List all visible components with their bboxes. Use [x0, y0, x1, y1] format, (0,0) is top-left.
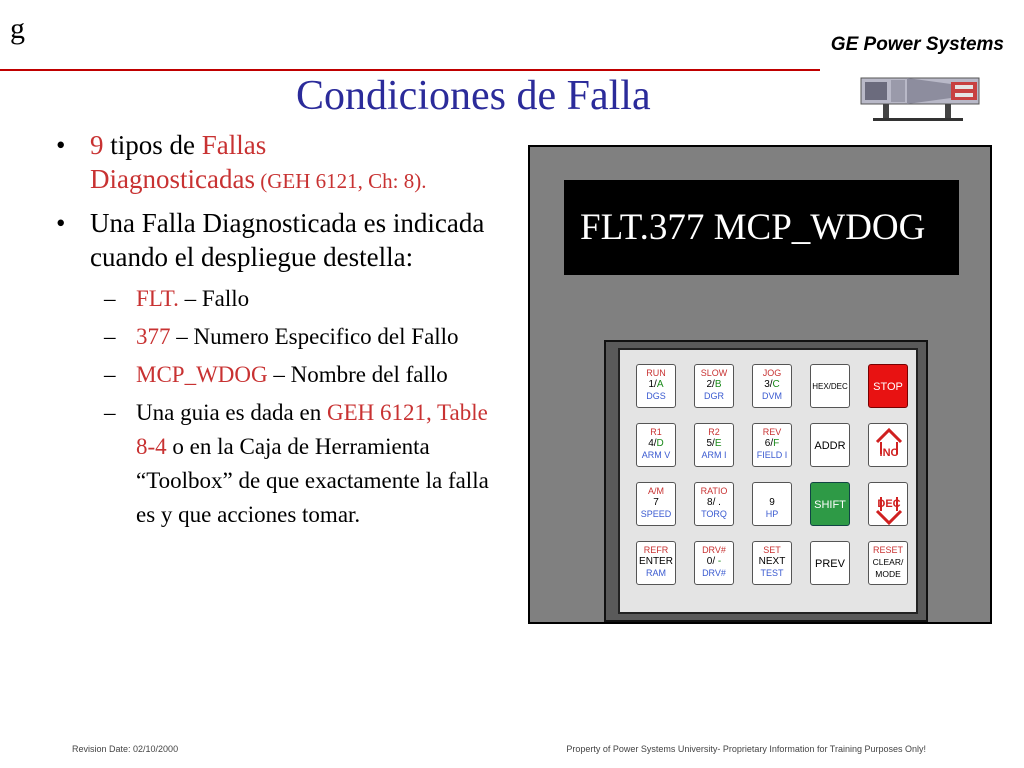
key-top-label: [753, 486, 791, 497]
subbullet-flt: [52, 282, 512, 316]
key-label: 4/D: [648, 438, 664, 449]
key-1[interactable]: [636, 364, 676, 408]
key-alt-label: A: [656, 379, 664, 390]
dash: –: [104, 286, 116, 311]
key-top-label: RESET: [872, 545, 903, 555]
subbullet-text: – Fallo: [178, 286, 250, 311]
key-bottom-label: DGR: [704, 391, 724, 401]
fault-display: FLT.377 MCP_WDOG: [564, 180, 959, 275]
key-label: CLEAR/: [872, 557, 904, 567]
key-top-label: DRV#: [702, 545, 726, 555]
key-prev[interactable]: [810, 541, 850, 585]
key-label: 6/F: [764, 438, 780, 449]
key-bottom-label: RAM: [646, 568, 666, 578]
key-label: 0/ -: [706, 556, 722, 567]
bullet-dot: •: [56, 208, 66, 238]
fallas-word: Fallas: [201, 130, 267, 160]
key-top-label: RATIO: [700, 486, 728, 496]
bullet-text: tipos de: [103, 130, 202, 160]
header-divider: [0, 69, 820, 71]
key-label: ENTER: [639, 556, 673, 567]
key-shift[interactable]: [810, 482, 850, 526]
bullet-fault-types: [52, 128, 512, 198]
key-alt-label: E: [714, 438, 722, 449]
key-label: 3/C: [764, 379, 780, 390]
key-label: 8/ .: [707, 497, 721, 508]
key-top-label: RUN: [646, 368, 666, 378]
key-8[interactable]: [694, 482, 734, 526]
key-top-label: SLOW: [700, 368, 728, 378]
proprietary-notice: Property of Power Systems University- Proprietary Information for Training Purposes Only!: [566, 744, 926, 754]
geh-reference: (GEH 6121, Ch: 8).: [254, 169, 427, 193]
arrow-down-icon: [869, 483, 908, 526]
dash: –: [104, 400, 116, 425]
brand-name: GE Power Systems: [830, 34, 1004, 55]
subbullet-guide: [52, 396, 512, 532]
key-label: 7: [653, 497, 659, 508]
key-5[interactable]: [694, 423, 734, 467]
key-top-label: SET: [763, 545, 781, 555]
key-reset[interactable]: [868, 541, 908, 585]
slide-title: Condiciones de Falla: [296, 73, 651, 119]
bullet-display-flash: [52, 206, 512, 274]
bullet-dot: •: [56, 130, 66, 160]
subbullet-accent: MCP_WDOG: [136, 362, 268, 387]
key-bottom-label: DRV#: [702, 568, 726, 578]
subbullet-text: – Nombre del fallo: [267, 362, 448, 387]
key-label: PREV: [815, 558, 845, 570]
slide-body: [52, 128, 512, 536]
dash: –: [104, 324, 116, 349]
key-4[interactable]: [636, 423, 676, 467]
subbullet-377: [52, 320, 512, 354]
key-dec[interactable]: [868, 482, 908, 526]
key-alt-label: C: [772, 379, 780, 390]
subbullet-pre: Una guia es dada en: [136, 400, 327, 425]
drive-keypad-panel: [528, 145, 992, 624]
key-9[interactable]: [752, 482, 792, 526]
key-top-label: R2: [708, 427, 720, 437]
key-alt-label: -: [715, 556, 722, 567]
diagnosticadas-word: Diagnosticadas: [90, 164, 255, 194]
subbullet-text: – Numero Especifico del Fallo: [170, 324, 459, 349]
key-label: 5/E: [706, 438, 722, 449]
key-alt-label: D: [656, 438, 664, 449]
key-stop[interactable]: [868, 364, 908, 408]
key-2[interactable]: [694, 364, 734, 408]
key-alt-label: B: [714, 379, 722, 390]
subbullet-accent: 377: [136, 324, 171, 349]
key-label: SHIFT: [814, 499, 846, 511]
key-label: MODE: [875, 569, 901, 579]
key-hex-dec[interactable]: [810, 364, 850, 408]
dash: –: [104, 362, 116, 387]
key-bottom-label: TEST: [760, 568, 784, 578]
key-bottom-label: DVM: [762, 391, 782, 401]
bullet-text: Una Falla Diagnosticada es indicada cuando el despliegue destella:: [90, 208, 485, 272]
key-bottom-label: ARM I: [701, 450, 727, 460]
key-label: 9: [769, 497, 775, 508]
key-3[interactable]: [752, 364, 792, 408]
key-top-label: A/M: [647, 486, 664, 496]
key-top-label: REFR: [643, 545, 669, 555]
revision-date: Revision Date: 02/10/2000: [72, 744, 179, 754]
gas-turbine-image: [855, 64, 985, 124]
arrow-up-icon: [869, 424, 908, 467]
key-addr[interactable]: [810, 423, 850, 467]
key-label: HEX/DEC: [812, 382, 848, 391]
key-bottom-label: HP: [765, 509, 779, 519]
key-bottom-label: FIELD I: [756, 450, 788, 460]
keypad-frame: [604, 340, 928, 622]
key-bottom-label: TORQ: [701, 509, 727, 519]
key-7[interactable]: [636, 482, 676, 526]
subbullet-mcp-wdog: [52, 358, 512, 392]
key-label: 2/B: [706, 379, 722, 390]
subbullet-accent: FLT.: [136, 286, 179, 311]
keypad: [618, 348, 918, 614]
key-0[interactable]: [694, 541, 734, 585]
key-top-label: REV: [762, 427, 782, 437]
key-label: ADDR: [814, 440, 846, 452]
key-bottom-label: SPEED: [640, 509, 672, 519]
key-alt-label: F: [773, 438, 780, 449]
subbullet-accent: GEH 6121, Table 8-4: [136, 400, 488, 459]
key-inc[interactable]: [868, 423, 908, 467]
key-enter[interactable]: [636, 541, 676, 585]
key-6[interactable]: [752, 423, 792, 467]
fault-count: 9: [90, 130, 104, 160]
key-bottom-label: DGS: [646, 391, 666, 401]
ge-logo: g: [10, 12, 25, 45]
key-label: NEXT: [758, 556, 786, 567]
key-label: STOP: [873, 381, 903, 393]
key-label: DEC: [877, 498, 901, 510]
subbullet-text: o en la Caja de Herramienta “Toolbox” de que exactamente la falla es y que acciones tomar.: [136, 434, 489, 527]
key-top-label: R1: [650, 427, 662, 437]
key-label: INC: [879, 447, 899, 459]
key-label: 1/A: [648, 379, 664, 390]
key-top-label: JOG: [762, 368, 782, 378]
key-next[interactable]: [752, 541, 792, 585]
key-bottom-label: ARM V: [641, 450, 671, 460]
